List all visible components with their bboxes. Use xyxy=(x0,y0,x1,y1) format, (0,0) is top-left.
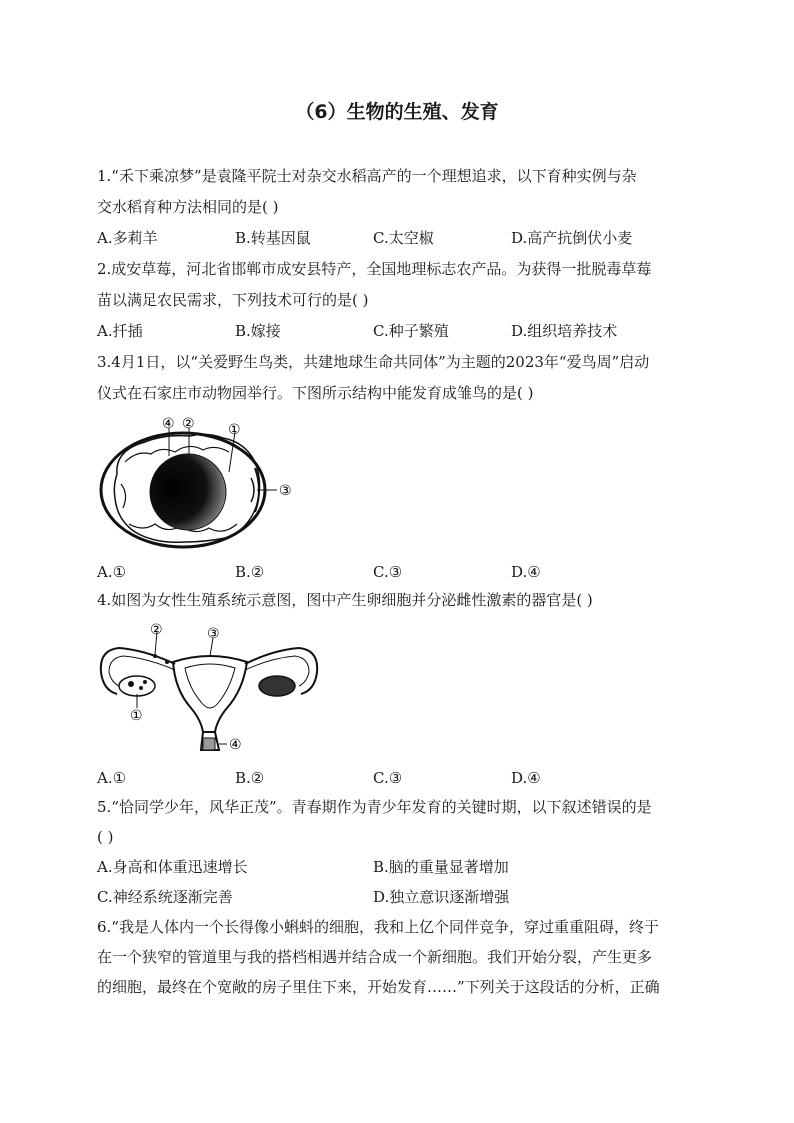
question-6-line-2: 在一个狭窄的管道里与我的搭档相遇并结合成一个新细胞。我们开始分裂，产生更多 xyxy=(97,948,653,966)
question-4-option-c[interactable]: C.③ xyxy=(373,769,403,787)
question-4-option-d[interactable]: D.④ xyxy=(511,769,541,787)
question-5-option-d[interactable]: D.独立意识逐渐增强 xyxy=(373,888,510,906)
egg-label-3: ③ xyxy=(279,483,292,499)
question-5-option-c[interactable]: C.神经系统逐渐完善 xyxy=(97,888,233,906)
question-2-line-2: 苗以满足农民需求，下列技术可行的是( ) xyxy=(97,291,369,309)
question-3-option-d[interactable]: D.④ xyxy=(511,563,541,581)
ovum-dot xyxy=(143,680,147,684)
egg-structure-diagram xyxy=(95,412,310,552)
question-3-option-c[interactable]: C.③ xyxy=(373,563,403,581)
question-1-line-2: 交水稻育种方法相同的是( ) xyxy=(97,198,279,216)
question-3-option-b[interactable]: B.② xyxy=(235,563,265,581)
egg-yolk xyxy=(150,454,226,530)
question-4-option-a[interactable]: A.① xyxy=(97,769,127,787)
page-title: （6）生物的生殖、发育 xyxy=(295,101,499,123)
question-2-option-a[interactable]: A.扦插 xyxy=(97,322,143,340)
question-1-option-c[interactable]: C.太空椒 xyxy=(373,229,434,247)
question-3-line-1: 3.4月1日，以“关爱野生鸟类，共建地球生命共同体”为主题的2023年“爱鸟周”启动 xyxy=(97,353,650,371)
egg-label-2: ② xyxy=(182,416,195,432)
question-1-option-a[interactable]: A.多莉羊 xyxy=(97,229,158,247)
ovum-dot xyxy=(139,686,143,690)
right-ovary xyxy=(259,676,295,696)
egg-label-1: ① xyxy=(228,422,241,438)
organ-label-4: ④ xyxy=(229,737,242,753)
question-2-option-d[interactable]: D.组织培养技术 xyxy=(511,322,618,340)
question-3-option-a[interactable]: A.① xyxy=(97,563,127,581)
question-5-option-a[interactable]: A.身高和体重迅速增长 xyxy=(97,858,248,876)
egg-label-4: ④ xyxy=(162,416,175,432)
label-leader-1 xyxy=(229,432,235,472)
organ-label-2: ② xyxy=(150,622,163,638)
question-5-line-1: 5.“恰同学少年，风华正茂”。青春期作为青少年发育的关键时期，以下叙述错误的是 xyxy=(97,798,652,816)
organ-label-3: ③ xyxy=(207,626,220,642)
vaginal-opening xyxy=(203,738,215,750)
organ-label-1: ① xyxy=(130,708,143,724)
question-2-line-1: 2.成安草莓，河北省邯郸市成安县特产，全国地理标志农产品。为获得一批脱毒草莓 xyxy=(97,260,652,278)
question-3-line-2: 仪式在石家庄市动物园举行。下图所示结构中能发育成雏鸟的是( ) xyxy=(97,384,534,402)
question-4-option-b[interactable]: B.② xyxy=(235,769,265,787)
oviduct-dot xyxy=(165,660,169,664)
female-reproductive-system-diagram xyxy=(95,620,325,760)
question-5-option-b[interactable]: B.脑的重量显著增加 xyxy=(373,858,509,876)
question-5-line-2: ( ) xyxy=(97,828,114,846)
question-6-line-3: 的细胞，最终在个宽敞的房子里住下来，开始发育……”下列关于这段话的分析，正确 xyxy=(97,978,660,996)
albumen-wave-left xyxy=(121,484,126,508)
uterus xyxy=(173,656,247,732)
question-4-line-1: 4.如图为女性生殖系统示意图，图中产生卵细胞并分泌雌性激素的器官是( ) xyxy=(97,591,593,609)
question-1-option-b[interactable]: B.转基因鼠 xyxy=(235,229,311,247)
question-1-option-d[interactable]: D.高产抗倒伏小麦 xyxy=(511,229,633,247)
air-cell-inner xyxy=(251,478,254,502)
question-6-line-1: 6.“我是人体内一个长得像小蝌蚪的细胞，我和上亿个同伴竞争，穿过重重阻碍，终于 xyxy=(97,918,659,936)
uterine-cavity xyxy=(185,664,235,708)
left-oviduct xyxy=(101,648,175,694)
left-ovary xyxy=(119,676,155,696)
question-2-option-c[interactable]: C.种子繁殖 xyxy=(373,322,449,340)
oviduct-dot xyxy=(153,654,157,658)
question-1-line-1: 1.“禾下乘凉梦”是袁隆平院士对杂交水稻高产的一个理想追求，以下育种实例与杂 xyxy=(97,167,637,185)
ovum-dot xyxy=(128,681,134,687)
question-2-option-b[interactable]: B.嫁接 xyxy=(235,322,281,340)
